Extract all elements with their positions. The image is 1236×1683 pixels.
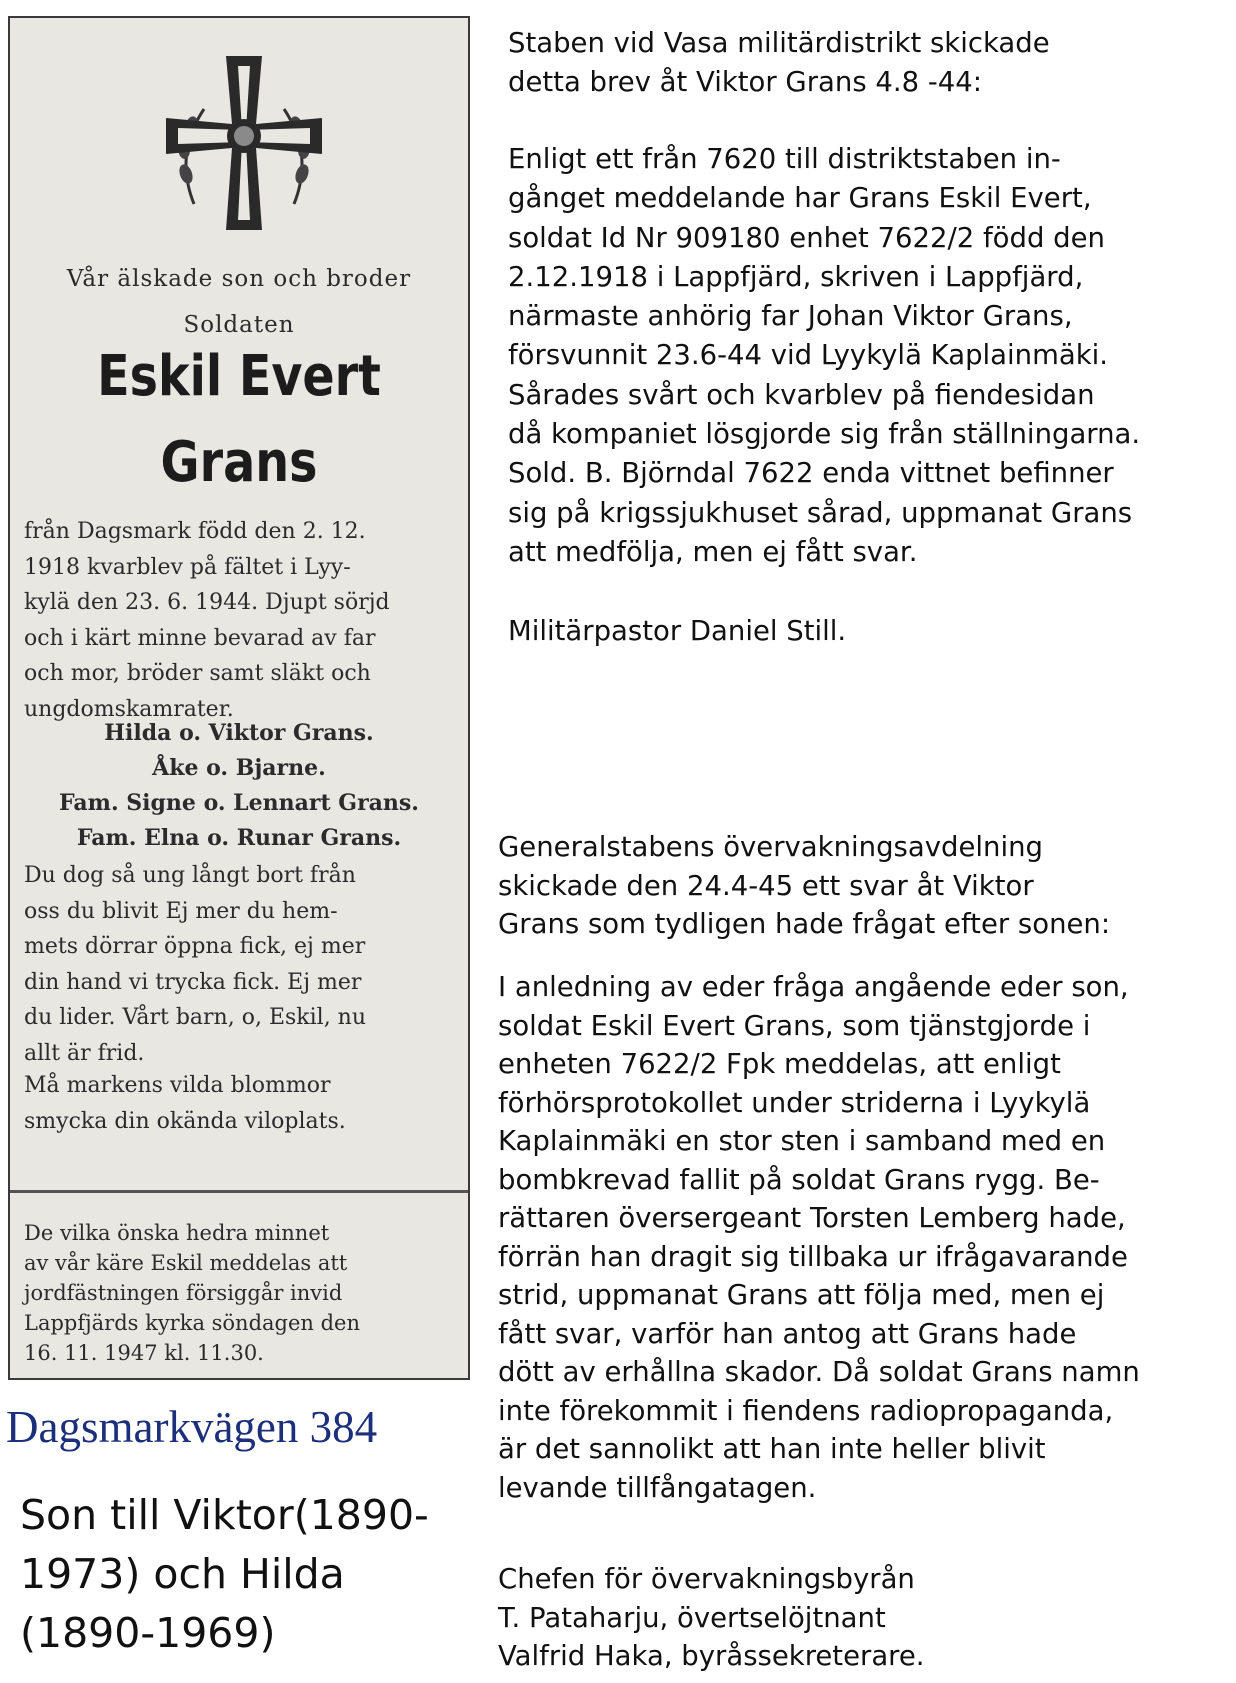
- text-line: strid, uppmanat Grans att följa med, men ej: [498, 1279, 1105, 1311]
- letter1-body: [508, 140, 1140, 572]
- text-line: skickade den 24.4-45 ett svar åt Viktor: [498, 869, 1034, 902]
- obituary-line: från Dagsmark född den 2. 12.: [24, 519, 366, 544]
- obituary-paragraph: [24, 514, 454, 727]
- text-line: sig på krigssjukhuset sårad, uppmanat Grans: [508, 496, 1133, 529]
- son-caption: [20, 1486, 429, 1663]
- letter1-signature: Militärpastor Daniel Still.: [508, 615, 847, 647]
- notice-line: jordfästningen försiggår invid: [24, 1281, 343, 1305]
- text-line: förrän han dragit sig tillbaka ur ifrågavarande: [498, 1240, 1128, 1273]
- letter2-body: [498, 968, 1140, 1507]
- poem-line: oss du blivit Ej mer du hem-: [24, 898, 338, 924]
- mourner-line: Fam. Signe o. Lennart Grans.: [59, 790, 419, 816]
- text-line: Staben vid Vasa militärdistrikt skickade: [508, 27, 1050, 59]
- memorial-cross-icon: [164, 54, 324, 234]
- letter2-intro: [498, 828, 1110, 944]
- text-line: enheten 7622/2 Fpk meddelas, att enligt: [498, 1048, 1061, 1080]
- obituary-verse: [24, 1068, 454, 1139]
- letter2-signature: [498, 1560, 925, 1676]
- text-line: Grans som tydligen hade frågat efter sonen:: [498, 908, 1111, 940]
- text-line: 2.12.1918 i Lappfjärd, skriven i Lappfjärd,: [508, 260, 1084, 293]
- text-line: soldat Eskil Evert Grans, som tjänstgjorde i: [498, 1009, 1091, 1042]
- obituary-line: ungdomskamrater.: [24, 696, 234, 722]
- text-line: T. Pataharju, övertselöjtnant: [498, 1601, 886, 1634]
- notice-line: 16. 11. 1947 kl. 11.30.: [24, 1341, 264, 1365]
- text-line: bombkrevad fallit på soldat Grans rygg. Be-: [498, 1163, 1100, 1196]
- text-line: Kaplainmäki en stor sten i samband med en: [498, 1125, 1106, 1157]
- deceased-surname: Grans: [160, 430, 318, 495]
- mourner-line: Fam. Elna o. Runar Grans.: [76, 825, 402, 851]
- caption-line: Son till Viktor(1890-: [20, 1491, 429, 1539]
- caption-line: 1973) och Hilda: [20, 1550, 345, 1598]
- obituary-line: kylä den 23. 6. 1944. Djupt sörjd: [24, 590, 390, 615]
- text-line: förhörsprotokollet under striderna i Lyykylä: [498, 1086, 1091, 1119]
- deceased-first-name: Eskil Evert: [97, 344, 381, 409]
- text-line: Enligt ett från 7620 till distriktstaben in-: [508, 143, 1061, 175]
- text-line: gånget meddelande har Grans Eskil Evert,: [508, 182, 1092, 215]
- poem-line: Du dog så ung långt bort från: [24, 863, 356, 888]
- mourner-line: Åke o. Bjarne.: [152, 755, 326, 781]
- notice-line: Lappfjärds kyrka söndagen den: [24, 1311, 361, 1335]
- mourner-line: Hilda o. Viktor Grans.: [104, 720, 374, 746]
- verse-line: smycka din okända viloplats.: [24, 1108, 346, 1134]
- text-line: Generalstabens övervakningsavdelning: [498, 831, 1043, 863]
- poem-line: din hand vi trycka fick. Ej mer: [24, 969, 362, 995]
- text-line: rättaren översergeant Torsten Lemberg hade,: [498, 1202, 1126, 1234]
- mourners-list: [24, 716, 454, 856]
- text-line: fått svar, varför han antog att Grans hade: [498, 1317, 1077, 1350]
- text-line: soldat Id Nr 909180 enhet 7622/2 född den: [508, 221, 1105, 254]
- poem-line: du lider. Vårt barn, o, Eskil, nu: [24, 1005, 367, 1030]
- text-line: då kompaniet lösgjorde sig från ställningarna.: [508, 418, 1141, 451]
- obituary-poem: [24, 858, 454, 1071]
- poem-line: mets dörrar öppna fick, ej mer: [24, 934, 366, 959]
- letter1-intro: [508, 24, 1050, 102]
- text-line: Sårades svårt och kvarblev på fiendesidan: [508, 378, 1095, 411]
- caption-line: (1890-1969): [20, 1609, 276, 1657]
- text-line: I anledning av eder fråga angående eder son,: [498, 971, 1129, 1003]
- poem-line: allt är frid.: [24, 1040, 145, 1066]
- text-line: Chefen för övervakningsbyrån: [498, 1563, 915, 1595]
- text-line: levande tillfångatagen.: [498, 1471, 817, 1504]
- clipping-divider: [10, 1190, 468, 1193]
- obituary-clipping: [8, 16, 470, 1380]
- text-line: att medfölja, men ej fått svar.: [508, 535, 918, 568]
- notice-line: De vilka önska hedra minnet: [24, 1221, 330, 1245]
- text-line: försvunnit 23.6-44 vid Lyykylä Kaplainmäki.: [508, 339, 1109, 372]
- notice-line: av vår käre Eskil meddelas att: [24, 1251, 348, 1275]
- obituary-line: 1918 kvarblev på fältet i Lyy-: [24, 554, 351, 580]
- text-line: detta brev åt Viktor Grans 4.8 -44:: [508, 66, 983, 98]
- text-line: närmaste anhörig far Johan Viktor Grans,: [508, 300, 1073, 333]
- text-line: inte förekommit i fiendens radiopropaganda,: [498, 1394, 1114, 1427]
- text-line: Valfrid Haka, byråssekreterare.: [498, 1640, 925, 1672]
- address-heading: Dagsmarkvägen 384: [6, 1402, 378, 1452]
- text-line: är det sannolikt att han inte heller blivit: [498, 1433, 1046, 1465]
- text-line: Sold. B. Björndal 7622 enda vittnet befinner: [508, 457, 1114, 490]
- obituary-line: och mor, bröder samt släkt och: [24, 661, 371, 686]
- obituary-rank: Soldaten: [183, 312, 295, 338]
- obituary-intro-line: Vår älskade son och broder: [66, 266, 412, 292]
- text-line: dött av erhållna skador. Då soldat Grans namn: [498, 1356, 1140, 1388]
- verse-line: Må markens vilda blommor: [24, 1073, 331, 1098]
- obituary-line: och i kärt minne bevarad av far: [24, 625, 376, 651]
- funeral-notice: [24, 1218, 454, 1368]
